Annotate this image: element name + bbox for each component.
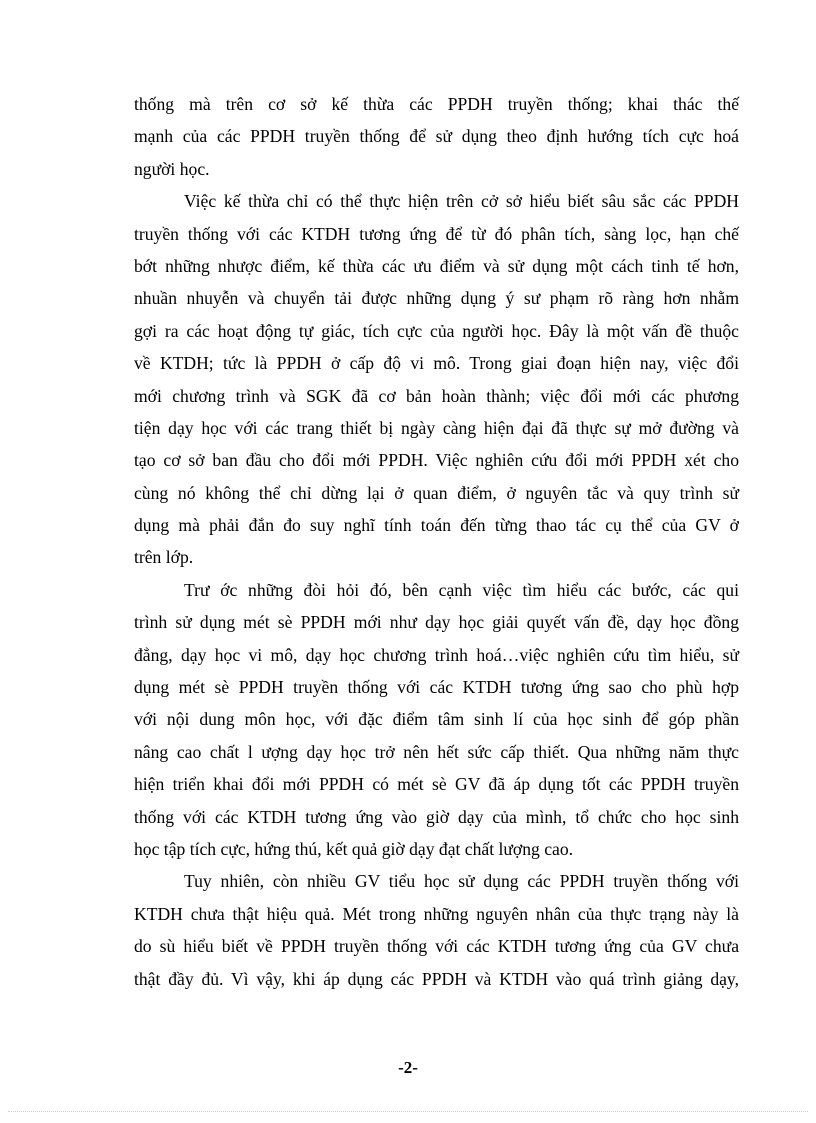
text-line: tạo cơ sở ban đầu cho đổi mới PPDH. Việc nghiên cứu đổi mới PPDH xét cho — [134, 450, 739, 471]
body-text — [134, 88, 739, 995]
paragraph-2 — [134, 185, 739, 574]
text-line: truyền thống với các KTDH tương ứng để từ đó phân tích, sàng lọc, hạn chế — [134, 223, 739, 244]
text-line: nâng cao chất l ượng dạy học trở nên hết sức cấp thiết. Qua những năm thực — [134, 741, 739, 762]
text-line: với nội dung môn học, với đặc điểm tâm sinh lí của học sinh để góp phần — [134, 709, 739, 730]
text-line: dụng mà phải đắn đo suy nghĩ tính toán đến từng thao tác cụ thể của GV ở — [134, 515, 739, 536]
text-line: Việc kế thừa chỉ có thể thực hiện trên cở sở hiểu biết sâu sắc các PPDH — [184, 191, 739, 212]
text-line: trình sử dụng mét sè PPDH mới như dạy học giải quyết vấn đề, dạy học đồng — [134, 612, 739, 633]
paragraph-4 — [134, 865, 739, 995]
text-line: nhuần nhuyễn và chuyển tải được những dụng ý sư phạm rõ ràng hơn nhằm — [134, 288, 739, 309]
text-line: Tuy nhiên, còn nhiều GV tiểu học sử dụng các PPDH truyền thống với — [184, 871, 739, 892]
text-line: trên lớp. — [134, 547, 194, 568]
text-line: đẳng, dạy học vi mô, dạy học chương trình hoá…việc nghiên cứu tìm hiểu, sử — [134, 644, 739, 665]
page-number: -2- — [398, 1058, 418, 1077]
text-line: hiện triển khai đổi mới PPDH có mét sè GV đã áp dụng tốt các PPDH truyền — [134, 774, 739, 795]
text-line: do sù hiểu biết về PPDH truyền thống với các KTDH tương ứng của GV chưa — [134, 936, 739, 957]
paragraph-3 — [134, 574, 739, 866]
text-line: KTDH chưa thật hiệu quả. Mét trong những nguyên nhân của thực trạng này là — [134, 903, 739, 924]
text-line: bớt những nhược điểm, kế thừa các ưu điểm và sử dụng một cách tinh tế hơn, — [134, 255, 739, 276]
text-line: về KTDH; tức là PPDH ở cấp độ vi mô. Trong giai đoạn hiện nay, việc đổi — [134, 353, 739, 374]
text-line: thống mà trên cơ sở kế thừa các PPDH truyền thống; khai thác thế — [134, 94, 739, 114]
text-line: mạnh của các PPDH truyền thống để sử dụng theo định hướng tích cực hoá — [134, 126, 739, 147]
text-line: thống với các KTDH tương ứng vào giờ dạy của mình, tổ chức cho học sinh — [134, 806, 739, 827]
text-line: gợi ra các hoạt động tự giác, tích cực của người học. Đây là một vấn đề thuộc — [134, 320, 739, 341]
text-line: học tập tích cực, hứng thú, kết quả giờ dạy đạt chất lượng cao. — [134, 838, 574, 859]
text-line: tiện dạy học với các trang thiết bị ngày càng hiện đại đã thực sự mở đường và — [134, 417, 739, 438]
page-bottom-divider — [8, 1111, 808, 1112]
paragraph-1 — [134, 88, 739, 185]
text-line: người học. — [134, 158, 210, 179]
text-line: mới chương trình và SGK đã cơ bản hoàn thành; việc đổi mới các phương — [134, 385, 739, 406]
text-line: thật đầy đủ. Vì vậy, khi áp dụng các PPDH và KTDH vào quá trình giảng dạy, — [134, 968, 739, 989]
text-line: cùng nó không thể chỉ dừng lại ở quan điểm, ở nguyên tắc và quy trình sử — [134, 482, 739, 503]
text-line: dụng mét sè PPDH truyền thống với các KTDH tương ứng sao cho phù hợp — [134, 677, 739, 698]
text-line: Trư ớc những đòi hỏi đó, bên cạnh việc tìm hiểu các bước, các qui — [184, 579, 739, 600]
